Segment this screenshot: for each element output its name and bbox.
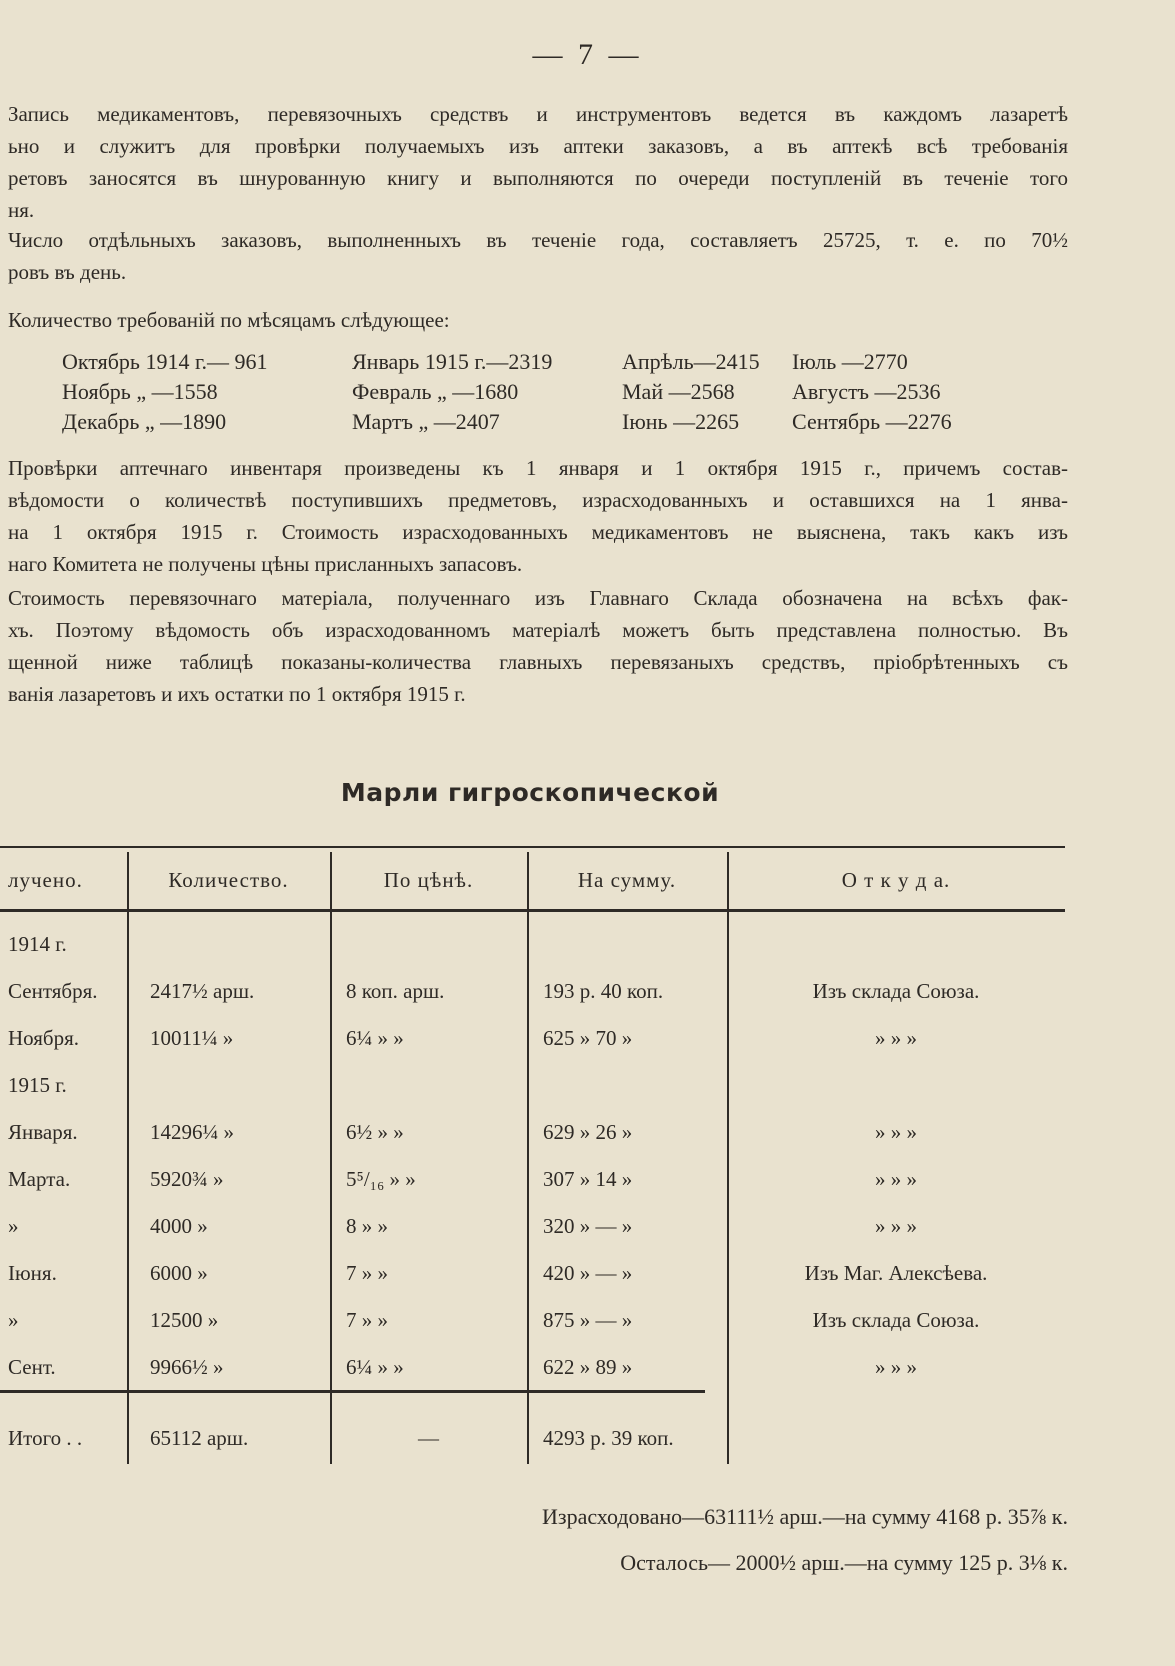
month-entry: Апрѣль—2415 xyxy=(622,349,760,374)
cell-price: 6¼ » » xyxy=(346,1355,404,1379)
remaining-summary: Осталось— 2000½ арш.—на сумму 125 р. 3⅛ к. xyxy=(620,1550,1068,1575)
cell-price: 7 » » xyxy=(346,1308,388,1332)
text-line: ня. xyxy=(8,198,35,222)
spent-summary: Израсходовано—63111½ арш.—на сумму 4168 р. 35⅞ к. xyxy=(541,1504,1068,1529)
cell-sum: 307 » 14 » xyxy=(543,1167,633,1191)
month-entry: Декабрь „ —1890 xyxy=(62,409,227,434)
month-entry: Іюнь —2265 xyxy=(622,409,740,434)
cell-quantity: 10011¼ » xyxy=(150,1026,234,1050)
months-row xyxy=(62,347,982,377)
monthly-requests-list xyxy=(62,347,982,437)
text-line: Число отдѣльныхъ заказовъ, выполненныхъ въ теченіе года, составляетъ 25725, т. е. по 70½ xyxy=(8,228,1068,252)
cell-price: 5⁵/₁₆ » » xyxy=(346,1167,416,1191)
cell-source: » » » xyxy=(875,1120,917,1144)
cell-date: Января. xyxy=(8,1120,78,1144)
cell-sum: 420 » — » xyxy=(543,1261,633,1285)
total-quantity: 65112 арш. xyxy=(150,1426,249,1450)
cell-source: » » » xyxy=(875,1214,917,1238)
cell-price: 6½ » » xyxy=(346,1120,404,1144)
cell-sum: 629 » 26 » xyxy=(543,1120,633,1144)
month-entry: Январь 1915 г.—2319 xyxy=(352,349,553,374)
cell-date: Ноября. xyxy=(8,1026,80,1050)
table-header-rule xyxy=(0,909,1065,912)
page-number: — 7 — xyxy=(532,38,643,71)
cell-quantity: 14296¼ » xyxy=(150,1120,234,1144)
cell-price: 8 » » xyxy=(346,1214,388,1238)
header-source: О т к у д а. xyxy=(841,868,951,892)
text-line: хъ. Поэтому вѣдомость объ израсходованномъ матеріалѣ можетъ быть представлена полностью. Въ xyxy=(8,618,1068,642)
cell-quantity: 6000 » xyxy=(150,1261,208,1285)
cell-date: 1914 г. xyxy=(8,932,67,956)
column-divider xyxy=(127,852,129,1464)
paragraph-medicine-records xyxy=(8,98,1068,226)
month-entry: Октябрь 1914 г.— 961 xyxy=(62,349,268,374)
text-line: щенной ниже таблицѣ показаны-количества главныхъ перевязаныхъ средствъ, пріобрѣтенныхъ съ xyxy=(8,650,1068,674)
header-sum: На сумму. xyxy=(577,868,677,892)
table-title: Марли гигроскопической xyxy=(340,778,720,807)
cell-sum: 875 » — » xyxy=(543,1308,633,1332)
month-entry: Мартъ „ —2407 xyxy=(352,409,500,434)
cell-source: » » » xyxy=(875,1167,917,1191)
text-line: ванія лазаретовъ и ихъ остатки по 1 октября 1915 г. xyxy=(8,682,466,706)
cell-quantity: 2417½ арш. xyxy=(150,979,255,1003)
cell-price: 6¼ » » xyxy=(346,1026,404,1050)
month-entry: Ноябрь „ —1558 xyxy=(62,379,218,404)
paragraph-monthly-intro xyxy=(8,304,1068,336)
cell-source: Изъ склада Союза. xyxy=(812,979,980,1003)
cell-date: Іюня. xyxy=(8,1261,57,1285)
text-line: Запись медикаментовъ, перевязочныхъ средствъ и инструментовъ ведется въ каждомъ лазаретѣ xyxy=(8,102,1068,126)
month-entry: Іюль —2770 xyxy=(792,349,908,374)
cell-source: » » » xyxy=(875,1355,917,1379)
header-quantity: Количество. xyxy=(168,868,289,892)
paragraph-dressing-cost xyxy=(8,582,1068,710)
header-price: По цѣнѣ. xyxy=(383,868,474,892)
cell-quantity: 5920¾ » xyxy=(150,1167,224,1191)
cell-source: Изъ Маг. Алексѣева. xyxy=(804,1261,988,1285)
cell-quantity: 4000 » xyxy=(150,1214,208,1238)
cell-price: 7 » » xyxy=(346,1261,388,1285)
cell-sum: 625 » 70 » xyxy=(543,1026,633,1050)
cell-date: Сентября. xyxy=(8,979,98,1003)
text-line: вѣдомости о количествѣ поступившихъ предметовъ, израсходованныхъ и оставшихся на 1 янва- xyxy=(8,488,1068,512)
cell-source: Изъ склада Союза. xyxy=(812,1308,980,1332)
column-divider xyxy=(527,852,529,1464)
cell-quantity: 9966½ » xyxy=(150,1355,224,1379)
header-received: лучено. xyxy=(8,868,83,892)
month-entry: Май —2568 xyxy=(622,379,735,404)
text-line: ровъ въ день. xyxy=(8,260,127,284)
cell-date: 1915 г. xyxy=(8,1073,67,1097)
cell-date: Марта. xyxy=(8,1167,71,1191)
cell-price: 8 коп. арш. xyxy=(346,979,445,1003)
text-line: Количество требованій по мѣсяцамъ слѣдующее: xyxy=(8,308,450,332)
text-line: Провѣрки аптечнаго инвентаря произведены къ 1 января и 1 октября 1915 г., причемъ состав- xyxy=(8,456,1068,480)
column-divider xyxy=(330,852,332,1464)
cell-quantity: 12500 » xyxy=(150,1308,219,1332)
months-row xyxy=(62,407,982,437)
cell-sum: 193 р. 40 коп. xyxy=(543,979,664,1003)
table-top-rule xyxy=(0,846,1065,848)
cell-source: » » » xyxy=(875,1026,917,1050)
month-entry: Февраль „ —1680 xyxy=(352,379,519,404)
text-line: ьно и служитъ для провѣрки получаемыхъ изъ аптеки заказовъ, а въ аптекѣ всѣ требованія xyxy=(8,134,1068,158)
months-row xyxy=(62,377,982,407)
text-line: Стоимость перевязочнаго матеріала, полученнаго изъ Главнаго Склада обозначена на всѣхъ фак- xyxy=(8,586,1068,610)
total-sum: 4293 р. 39 коп. xyxy=(543,1426,674,1450)
cell-date: » xyxy=(8,1214,19,1238)
cell-sum: 622 » 89 » xyxy=(543,1355,633,1379)
text-line: ретовъ заносятся въ шнурованную книгу и выполняются по очереди поступленій въ теченіе того xyxy=(8,166,1068,190)
cell-date: Сент. xyxy=(8,1355,56,1379)
table-sum-rule xyxy=(0,1390,705,1393)
total-label: Итого . . xyxy=(8,1426,83,1450)
text-line: наго Комитета не получены цѣны присланныхъ запасовъ. xyxy=(8,552,523,576)
paragraph-order-count xyxy=(8,224,1068,288)
cell-date: » xyxy=(8,1308,19,1332)
month-entry: Сентябрь —2276 xyxy=(792,409,952,434)
total-price: — xyxy=(418,1426,439,1450)
paragraph-inventory-checks xyxy=(8,452,1068,580)
text-line: на 1 октября 1915 г. Стоимость израсходованныхъ медикаментовъ не выяснена, такъ какъ изъ xyxy=(8,520,1068,544)
month-entry: Августъ —2536 xyxy=(792,379,941,404)
gauze-table xyxy=(0,846,1065,1478)
cell-sum: 320 » — » xyxy=(543,1214,633,1238)
